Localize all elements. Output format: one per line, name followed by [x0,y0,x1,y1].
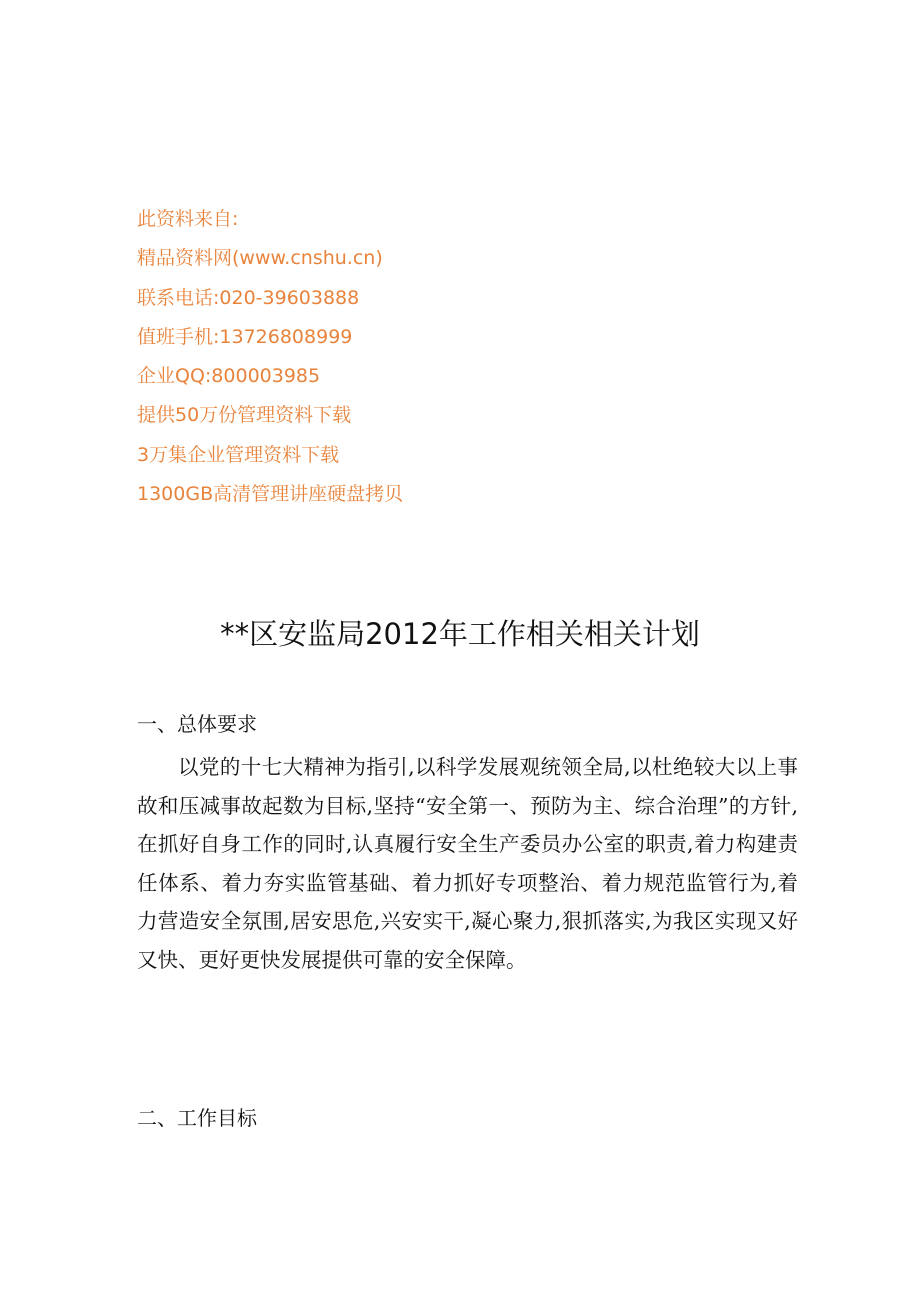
promo-qq-line: 企业QQ:800003985 [137,365,321,388]
promo-offer-line: 提供50万份管理资料下载 [137,404,352,427]
document-title: **区安监局2012年工作相关相关计划 [220,617,700,651]
promo-website-line: 精品资料网(www.cnshu.cn) [137,247,383,270]
promo-phone-line: 联系电话:020-39603888 [137,286,360,309]
promo-source-line: 此资料来自: [137,208,239,230]
promo-mobile-line: 值班手机:13726808999 [137,325,353,348]
promo-lecture-line: 1300GB高清管理讲座硬盘拷贝 [137,483,404,506]
promo-collection-line: 3万集企业管理资料下载 [137,443,340,466]
promo-block [137,200,557,514]
section-heading-general-requirements: 一、总体要求 [137,712,257,736]
section-heading-work-goals: 二、工作目标 [137,1106,257,1130]
section-body-general-requirements: 以党的十七大精神为指引,以科学发展观统领全局,以杜绝较大以上事故和压减事故起数为目标,坚持“安全第一、预防为主、综合治理”的方针,在抓好自身工作的同时,认真履行安全生产委员办公室的职责,着力构建责任体系、着力夯实监管基础、着力抓好专项整治、着力规范监管行为,着力营造安全氛围,居安思危,兴安实干,凝心聚力,狠抓落实,为我区实现又好又快、更好更快发展提供可靠的安全保障。 [137,755,798,972]
